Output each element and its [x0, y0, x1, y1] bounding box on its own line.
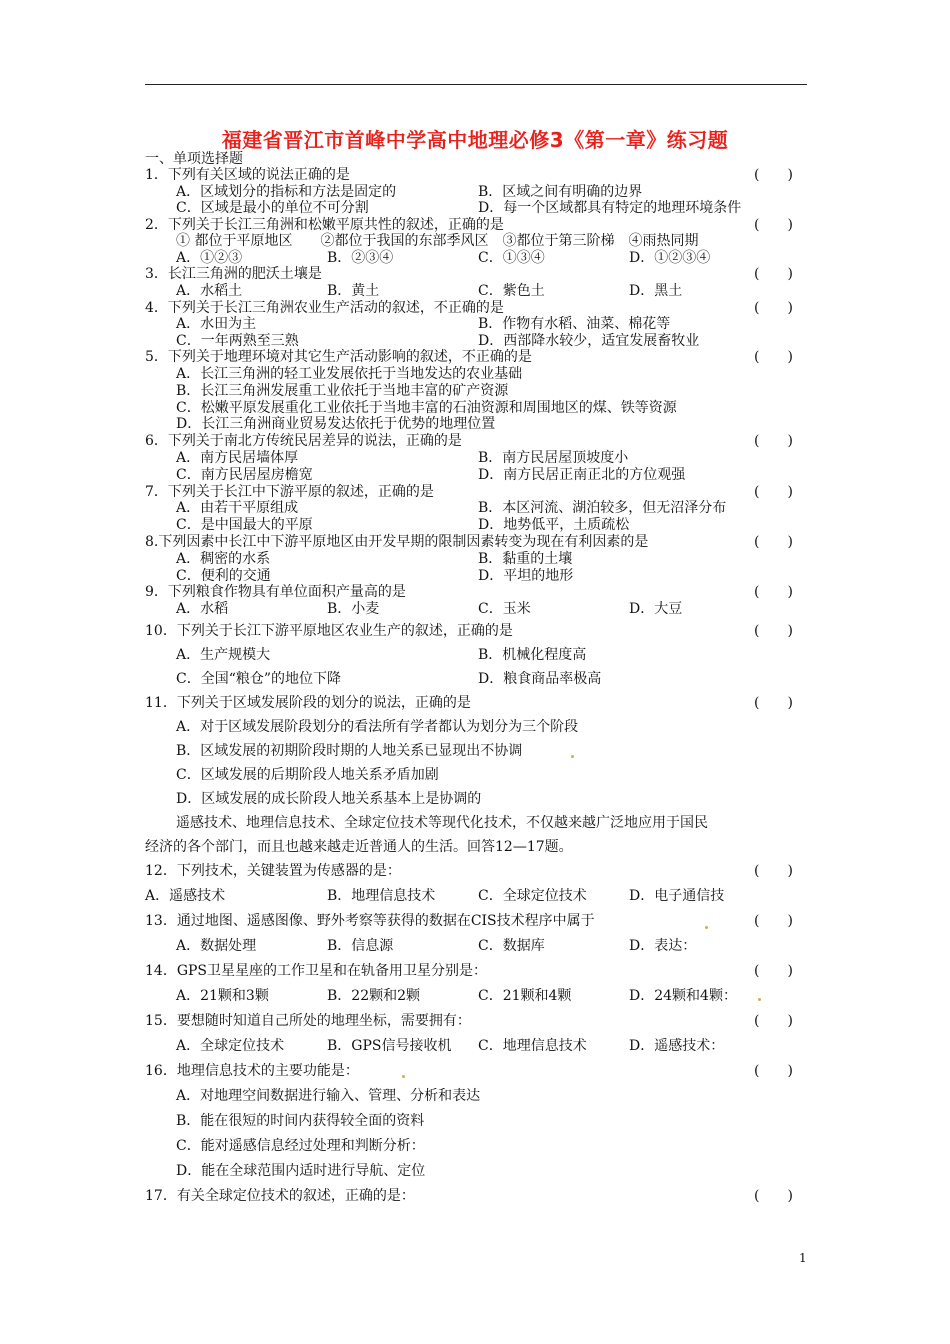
q15-option-a: A．全球定位技术	[176, 1038, 285, 1054]
q11-answer-paren: ( )	[754, 695, 793, 711]
q12-option-b: B．地理信息技术	[327, 888, 436, 904]
q14-answer-paren: ( )	[754, 963, 793, 979]
q4-option-d: D．西部降水较少，适宜发展畜牧业	[478, 333, 700, 349]
q5-option-d: D．长江三角洲商业贸易发达依托于优势的地理位置	[176, 416, 496, 432]
q4-answer-paren: ( )	[754, 300, 793, 316]
q3-option-a: A．水稻土	[176, 283, 243, 299]
q15-stem: 15．要想随时知道自己所处的地理坐标，需要拥有：	[145, 1013, 471, 1029]
q7-option-c: C．是中国最大的平原	[176, 517, 313, 533]
q9-answer-paren: ( )	[754, 584, 793, 600]
q13-stem: 13．通过地图、遥感图像、野外考察等获得的数据在CIS技术程序中属于	[145, 913, 595, 929]
q10-answer-paren: ( )	[754, 623, 793, 639]
q12-stem: 12．下列技术，关键装置为传感器的是：	[145, 863, 401, 879]
q14-option-d: D．24颗和4颗：	[629, 988, 737, 1004]
q8-option-a: A．稠密的水系	[176, 551, 271, 567]
q8-stem: 8.下列因素中长江中下游平原地区由开发早期的限制因素转变为现在有利因素的是	[145, 534, 649, 550]
q2-items: ① 都位于平原地区 ②都位于我国的东部季风区 ③都位于第三阶梯 ④雨热同期	[176, 233, 699, 249]
q1-option-c: C．区域是最小的单位不可分割	[176, 200, 369, 216]
q2-option-b: B．②③④	[327, 250, 394, 266]
q1-answer-paren: ( )	[754, 167, 793, 183]
q4-stem: 4．下列关于长江三角洲农业生产活动的叙述，不正确的是	[145, 300, 504, 316]
q9-option-a: A．水稻	[176, 601, 229, 617]
q13-option-b: B．信息源	[327, 938, 394, 954]
q7-stem: 7．下列关于长江中下游平原的叙述，正确的是	[145, 484, 434, 500]
q12-option-c: C．全球定位技术	[478, 888, 587, 904]
scan-speck	[402, 1075, 405, 1078]
q10-option-c: C．全国“粮仓”的地位下降	[176, 671, 342, 687]
q17-answer-paren: ( )	[754, 1188, 793, 1204]
passage-line-2: 经济的各个部门，而且也越来越走近普通人的生活。回答12—17题。	[145, 839, 573, 855]
q14-option-c: C．21颗和4颗	[478, 988, 572, 1004]
q13-option-a: A．数据处理	[176, 938, 257, 954]
scan-speck	[571, 755, 574, 758]
q5-option-b: B．长江三角洲发展重工业依托于当地丰富的矿产资源	[176, 383, 509, 399]
q9-option-b: B．小麦	[327, 601, 380, 617]
q2-answer-paren: ( )	[754, 217, 793, 233]
q1-option-a: A．区域划分的指标和方法是固定的	[176, 184, 397, 200]
scan-speck	[705, 926, 708, 929]
passage-line-1: 遥感技术、地理信息技术、全球定位技术等现代化技术，不仅越来越广泛地应用于国民	[176, 815, 708, 831]
q14-stem: 14．GPS卫星星座的工作卫星和在轨备用卫星分别是：	[145, 963, 488, 979]
q8-answer-paren: ( )	[754, 534, 793, 550]
q15-option-d: D．遥感技术：	[629, 1038, 725, 1054]
q3-option-d: D．黑土	[629, 283, 683, 299]
q8-option-c: C．便利的交通	[176, 568, 271, 584]
q7-answer-paren: ( )	[754, 484, 793, 500]
q16-option-d: D．能在全球范围内适时进行导航、定位	[176, 1163, 426, 1179]
header-rule	[145, 84, 807, 85]
page-number: 1	[799, 1251, 807, 1265]
q4-option-c: C．一年两熟至三熟	[176, 333, 299, 349]
q2-stem: 2．下列关于长江三角洲和松嫩平原共性的叙述，正确的是	[145, 217, 504, 233]
q16-option-a: A．对地理空间数据进行输入、管理、分析和表达	[176, 1088, 481, 1104]
q10-option-d: D．粮食商品率极高	[478, 671, 602, 687]
q16-stem: 16．地理信息技术的主要功能是：	[145, 1063, 359, 1079]
q11-option-d: D．区域发展的成长阶段人地关系基本上是协调的	[176, 791, 482, 807]
section-heading: 一、单项选择题	[145, 151, 243, 167]
q9-option-c: C．玉米	[478, 601, 531, 617]
scan-speck	[758, 998, 761, 1001]
q2-option-a: A．①②③	[176, 250, 243, 266]
q15-answer-paren: ( )	[754, 1013, 793, 1029]
q3-stem: 3．长江三角洲的肥沃土壤是	[145, 266, 322, 282]
q6-option-c: C．南方民居屋房檐宽	[176, 467, 313, 483]
q7-option-a: A．由若干平原组成	[176, 500, 299, 516]
q14-option-a: A．21颗和3颗	[176, 988, 269, 1004]
q5-stem: 5．下列关于地理环境对其它生产活动影响的叙述，不正确的是	[145, 349, 532, 365]
q5-answer-paren: ( )	[754, 349, 793, 365]
q11-option-b: B．区域发展的初期阶段时期的人地关系已显现出不协调	[176, 743, 523, 759]
q2-option-c: C．①③④	[478, 250, 545, 266]
q12-option-d: D．电子通信技	[629, 888, 725, 904]
q10-option-a: A．生产规模大	[176, 647, 271, 663]
q6-answer-paren: ( )	[754, 433, 793, 449]
q6-option-d: D．南方民居正南正北的方位观强	[478, 467, 686, 483]
q8-option-b: B．黏重的土壤	[478, 551, 573, 567]
q11-stem: 11．下列关于区域发展阶段的划分的说法，正确的是	[145, 695, 471, 711]
q17-stem: 17．有关全球定位技术的叙述，正确的是：	[145, 1188, 415, 1204]
q3-option-b: B．黄土	[327, 283, 380, 299]
q3-answer-paren: ( )	[754, 266, 793, 282]
q5-option-c: C．松嫩平原发展重化工业依托于当地丰富的石油资源和周围地区的煤、铁等资源	[176, 400, 677, 416]
q9-stem: 9．下列粮食作物具有单位面积产量高的是	[145, 584, 406, 600]
q13-option-d: D．表达：	[629, 938, 697, 954]
q15-option-b: B．GPS信号接收机	[327, 1038, 452, 1054]
q1-stem: 1．下列有关区域的说法正确的是	[145, 167, 350, 183]
q14-option-b: B．22颗和2颗	[327, 988, 421, 1004]
q13-option-c: C．数据库	[478, 938, 545, 954]
q10-stem: 10．下列关于长江下游平原地区农业生产的叙述，正确的是	[145, 623, 513, 639]
q6-option-b: B．南方民居屋顶坡度小	[478, 450, 629, 466]
document-title: 福建省晋江市首峰中学高中地理必修3《第一章》练习题	[221, 128, 729, 152]
q4-option-b: B．作物有水稻、油菜、棉花等	[478, 316, 671, 332]
q7-option-d: D．地势低平，土质疏松	[478, 517, 630, 533]
q1-option-b: B．区域之间有明确的边界	[478, 184, 643, 200]
q9-option-d: D．大豆	[629, 601, 683, 617]
q12-answer-paren: ( )	[754, 863, 793, 879]
q8-option-d: D．平坦的地形	[478, 568, 574, 584]
q4-option-a: A．水田为主	[176, 316, 257, 332]
q12-option-a: A．遥感技术	[145, 888, 226, 904]
q11-option-c: C．区域发展的后期阶段人地关系矛盾加剧	[176, 767, 439, 783]
q3-option-c: C．紫色土	[478, 283, 545, 299]
q10-option-b: B．机械化程度高	[478, 647, 587, 663]
q13-answer-paren: ( )	[754, 913, 793, 929]
q6-option-a: A．南方民居墙体厚	[176, 450, 299, 466]
q7-option-b: B．本区河流、湖泊较多，但无沼泽分布	[478, 500, 727, 516]
q15-option-c: C．地理信息技术	[478, 1038, 587, 1054]
q2-option-d: D．①②③④	[629, 250, 711, 266]
q1-option-d: D．每一个区域都具有特定的地理环境条件	[478, 200, 742, 216]
q16-option-c: C．能对遥感信息经过处理和判断分析：	[176, 1138, 425, 1154]
q16-option-b: B．能在很短的时间内获得较全面的资料	[176, 1113, 425, 1129]
q5-option-a: A．长江三角洲的轻工业发展依托于当地发达的农业基础	[176, 366, 523, 382]
q16-answer-paren: ( )	[754, 1063, 793, 1079]
q11-option-a: A．对于区域发展阶段划分的看法所有学者都认为划分为三个阶段	[176, 719, 579, 735]
q6-stem: 6．下列关于南北方传统民居差异的说法，正确的是	[145, 433, 462, 449]
